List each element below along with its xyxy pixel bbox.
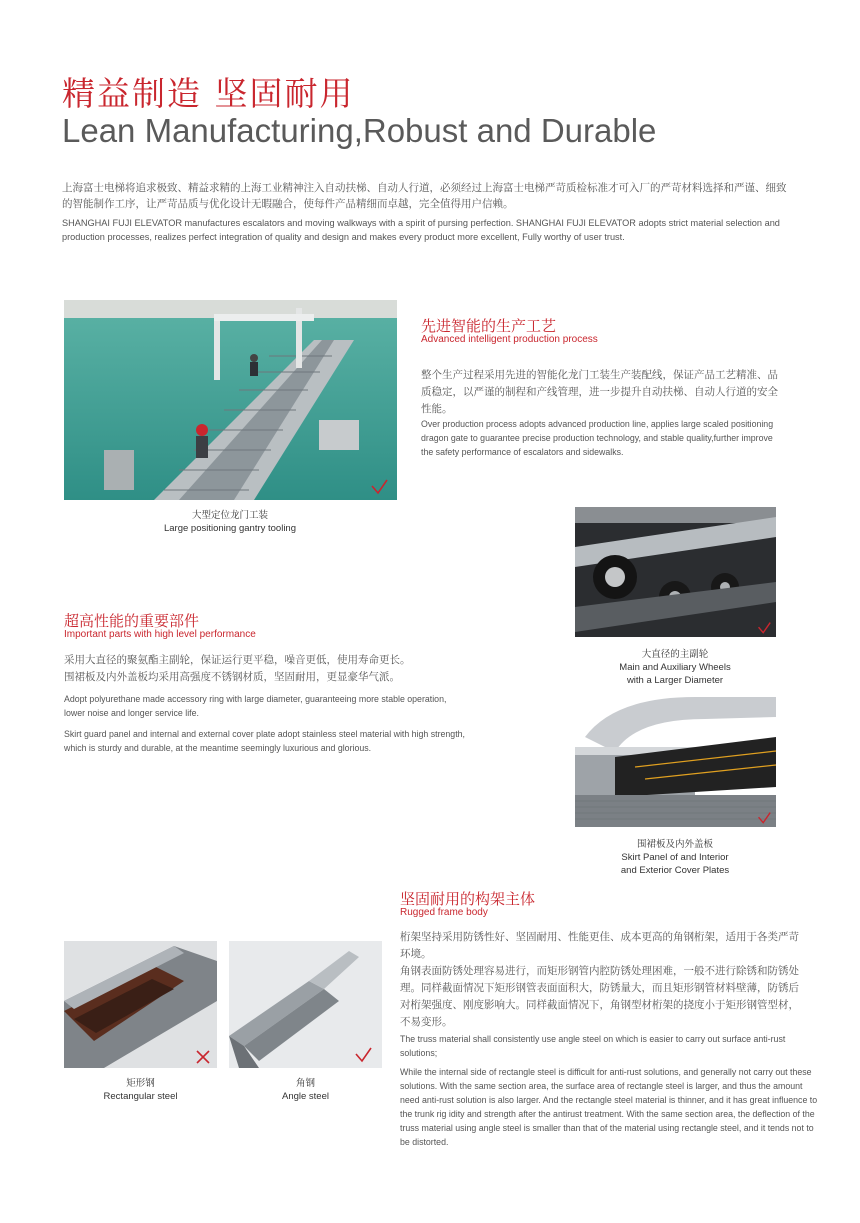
cross-mark-icon [196, 1050, 210, 1064]
angle-steel-caption-cn: 角钢 [295, 1078, 315, 1089]
wheels-caption-en-2: with a Larger Diameter [626, 675, 724, 686]
section3-body-cn-2: 角钢表面防锈处理容易进行，而矩形钢管内腔防锈处理困难，一般不进行除锈和防锈处理。同样截面情况下矩形钢管表面面积大，防锈量大，而且矩形钢管材料壁薄，防锈后对桁架强度、刚度影响大。同样截面情况下，角钢型材桁架的挠度小于矩形钢管型材，不易变形。 [400, 965, 799, 1028]
check-mark-icon [354, 1046, 372, 1064]
section2-body-en-1: Adopt polyurethane made accessory ring with large diameter, guaranteeing more stable operation, lower noise and longer service life. [64, 694, 447, 718]
main-wheels-photo [575, 507, 776, 637]
rect-steel-caption-cn: 矩形钢 [126, 1078, 155, 1089]
page-title-en: Lean Manufacturing,Robust and Durable [62, 112, 657, 149]
check-mark-icon [757, 621, 771, 635]
wheels-caption-cn: 大直径的主副轮 [641, 649, 709, 660]
gantry-tooling-photo [64, 300, 397, 500]
check-mark-icon [370, 478, 388, 496]
section3-title-en: Rugged frame body [400, 907, 488, 918]
skirt-caption-cn: 围裙板及内外盖板 [636, 839, 713, 850]
section3-body-cn-1: 桁架坚持采用防锈性好、坚固耐用、性能更佳、成本更高的角钢桁架，适用于各类严苛环境。 [400, 931, 799, 960]
section1-title-cn: 先进智能的生产工艺 [421, 317, 557, 335]
skirt-caption-en-2: and Exterior Cover Plates [620, 865, 730, 876]
gantry-caption-cn: 大型定位龙门工装 [191, 510, 268, 521]
section2-body-en-2: Skirt guard panel and internal and external cover plate adopt stainless steel material with high strength, which is sturdy and durable, at the meantime seemingly luxurious and glorious. [64, 729, 465, 753]
skirt-panel-photo [575, 697, 776, 827]
section2-body-cn-1: 采用大直径的聚氨酯主副轮，保证运行更平稳，噪音更低，使用寿命更长。 [64, 654, 411, 666]
page-title-cn: 精益制造 坚固耐用 [62, 74, 355, 113]
check-mark-icon [757, 811, 771, 825]
section1-title-en: Advanced intelligent production process [421, 334, 598, 345]
intro-text-en: SHANGHAI FUJI ELEVATOR manufactures escalators and moving walkways with a spirit of pursing perfection. SHANGHAI FUJI ELEVATOR adopts strict material selection and production processes, realizes perfect integration of quality and design and makes every product more excellent, Fully worthy of user trust. [62, 218, 780, 242]
section3-title-cn: 坚固耐用的构架主体 [400, 890, 536, 908]
angle-steel-caption-en: Angle steel [281, 1091, 329, 1102]
section1-body-cn: 整个生产过程采用先进的智能化龙门工装生产装配线，保证产品工艺精准、品质稳定，以严谨的制程和产线管理，进一步提升自动扶梯、自动人行道的安全性能。 [421, 369, 778, 415]
wheels-caption-en-1: Main and Auxiliary Wheels [619, 662, 731, 673]
section3-body-en-1: The truss material shall consistently use angle steel on which is easier to carry out surface anti-rust solutions; [400, 1034, 786, 1058]
section1-body-en: Over production process adopts advanced production line, applies large scaled positioning dragon gate to guarantee precise production technology, and stable quality,further improve the safety performance of escalators and sidewalks. [421, 419, 774, 457]
skirt-caption-en-1: Skirt Panel of and Interior [621, 852, 729, 863]
intro-text-cn: 上海富士电梯将追求极致、精益求精的上海工业精神注入自动扶梯、自动人行道，必须经过上海富士电梯严苛质检标准才可入厂的严苛材料选择和严谨、细致的智能制作工序，让严苛品质与优化设计无暇融合，使每件产品精细而卓越，完全值得用户信赖。 [62, 182, 787, 210]
rectangular-steel-photo [64, 941, 217, 1068]
rect-steel-caption-en: Rectangular steel [103, 1091, 178, 1102]
section2-title-cn: 超高性能的重要部件 [64, 612, 200, 630]
section2-body-cn-2: 围裙板及内外盖板均采用高强度不锈钢材质，坚固耐用，更显豪华气派。 [64, 671, 400, 683]
section3-body-en-2: While the internal side of rectangle steel is difficult for anti-rust solutions, and generally not carry out these solutions. With the same section area, the surface area of rectangle steel is larger, and thus the amount need anti-rust solution is also larger. And the rectangle steel material is thinner, and it has great influence to the trunk rig idity and strength after the antirust treatment. With the same section area, the deflection of the truss material using angle steel is smaller than that of the material using rectangle steel, and it tends not to be distorted. [400, 1067, 818, 1147]
section2-title-en: Important parts with high level performance [64, 629, 256, 640]
gantry-caption-en: Large positioning gantry tooling [163, 523, 297, 534]
